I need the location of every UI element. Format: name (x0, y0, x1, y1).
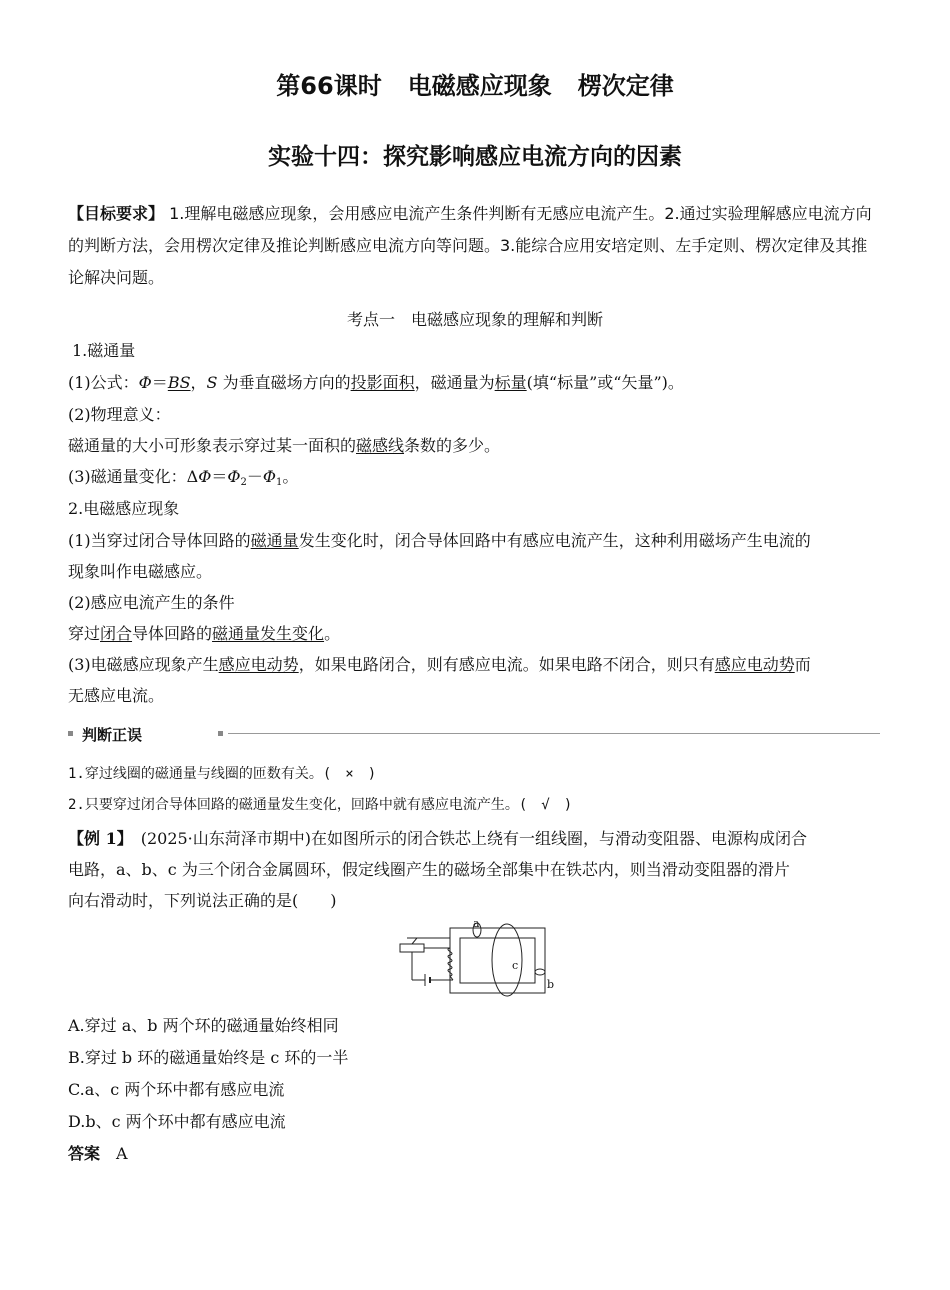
label-b: b (547, 978, 555, 991)
option-c: C.a、c 两个环中都有感应电流 (68, 1080, 285, 1099)
scalar-blank: 标量 (494, 373, 527, 392)
example-line-2: 电路，a、b、c 为三个闭合金属圆环，假定线圈产生的磁场全部集中在铁芯内，则当滑动变阻器的滑片 (68, 860, 790, 879)
option-b: B.穿过 b 环的磁通量始终是 c 环的一半 (68, 1048, 349, 1067)
judge-label: 判断正误 (82, 726, 143, 744)
topic-lenz: 楞次定律 (577, 72, 674, 100)
section-heading: 考点一 电磁感应现象的理解和判断 (346, 310, 603, 329)
ring-b (535, 969, 545, 975)
induction-p1-line2: 现象叫作电磁感应。 (68, 562, 213, 581)
topic-induction: 电磁感应现象 (407, 72, 552, 100)
flux-meaning-heading: (2)物理意义： (68, 405, 171, 424)
learning-goals (68, 198, 883, 294)
lesson-title (0, 66, 950, 101)
example-source: (2025·山东菏泽市期中) (124, 829, 312, 848)
label-a: a (473, 918, 480, 930)
field-lines-blank: 磁感线 (356, 436, 405, 455)
condition-heading: (2)感应电流产生的条件 (68, 593, 235, 612)
condition-text: 穿过闭合导体回路的磁通量发生变化。 (68, 624, 341, 643)
flux-meaning: 磁通量的大小可形象表示穿过某一面积的磁感线条数的多少。 (68, 436, 501, 455)
flux-blank: 磁通量 (250, 531, 299, 550)
closed-blank: 闭合 (100, 624, 133, 643)
answer-line (68, 1144, 880, 1164)
experiment-title: 实验十四：探究影响感应电流方向的因素 (268, 144, 682, 170)
label-c: c (512, 959, 519, 972)
emf-blank-2: 感应电动势 (714, 655, 795, 674)
lesson-number: 第66课时 (276, 72, 382, 100)
induction-heading: 2.电磁感应现象 (68, 499, 180, 518)
example-label: 【例 1】 (68, 829, 125, 848)
flux-change: (3)磁通量变化：$\Delta\Phi=\Phi_2-\Phi_1$。 (68, 467, 299, 488)
goals-label: 【目标要求】 (68, 204, 165, 223)
judge-item-1: 1.穿过线圈的磁通量与线圈的匝数有关。( × ) (68, 766, 377, 782)
answer-label: 答案 (68, 1144, 101, 1163)
circuit-figure (395, 918, 560, 998)
bullet-square-icon (68, 731, 73, 736)
emf-text-line2: 无感应电流。 (68, 686, 165, 705)
goals-text: 1.理解电磁感应现象，会用感应电流产生条件判断有无感应电流产生。2.通过实验理解感应电流方向的判断方法，会用楞次定律及推论判断感应电流方向等问题。3.能综合应用安培定则、左手定则、楞次定律及其推论解决问题。 (68, 204, 872, 287)
judge-item-2: 2.只要穿过闭合导体回路的磁通量发生变化，回路中就有感应电流产生。( √ ) (68, 797, 573, 813)
emf-blank-1: 感应电动势 (218, 655, 299, 674)
flux-change-blank: 磁通量发生变化 (212, 624, 325, 643)
emf-text: (3)电磁感应现象产生感应电动势，如果电路闭合，则有感应电流。如果电路不闭合，则只有感应电动势而 (68, 655, 811, 674)
flux-heading: 1.磁通量 (72, 341, 136, 360)
bs-blank: BS (167, 373, 191, 392)
flux-formula: (1)公式：Φ＝BS，S 为垂直磁场方向的投影面积，磁通量为标量(填“标量”或“矢量”)。 (68, 373, 684, 392)
bullet-square-icon (218, 731, 223, 736)
judge-section-header (68, 724, 880, 746)
example-line-1: 【例 1】 (2025·山东菏泽市期中)在如图所示的闭合铁芯上绕有一组线圈，与滑动变阻器、电源构成闭合 (68, 829, 808, 848)
projection-blank: 投影面积 (350, 373, 415, 392)
induction-p1: (1)当穿过闭合导体回路的磁通量发生变化时，闭合导体回路中有感应电流产生，这种利用磁场产生电流的 (68, 531, 811, 550)
example-line-3: 向右滑动时，下列说法正确的是( ) (68, 891, 337, 910)
divider (228, 733, 880, 734)
option-d: D.b、c 两个环中都有感应电流 (68, 1112, 286, 1131)
option-a: A.穿过 a、b 两个环的磁通量始终相同 (68, 1016, 339, 1035)
rheostat (400, 944, 424, 952)
answer-value: A (116, 1144, 128, 1163)
